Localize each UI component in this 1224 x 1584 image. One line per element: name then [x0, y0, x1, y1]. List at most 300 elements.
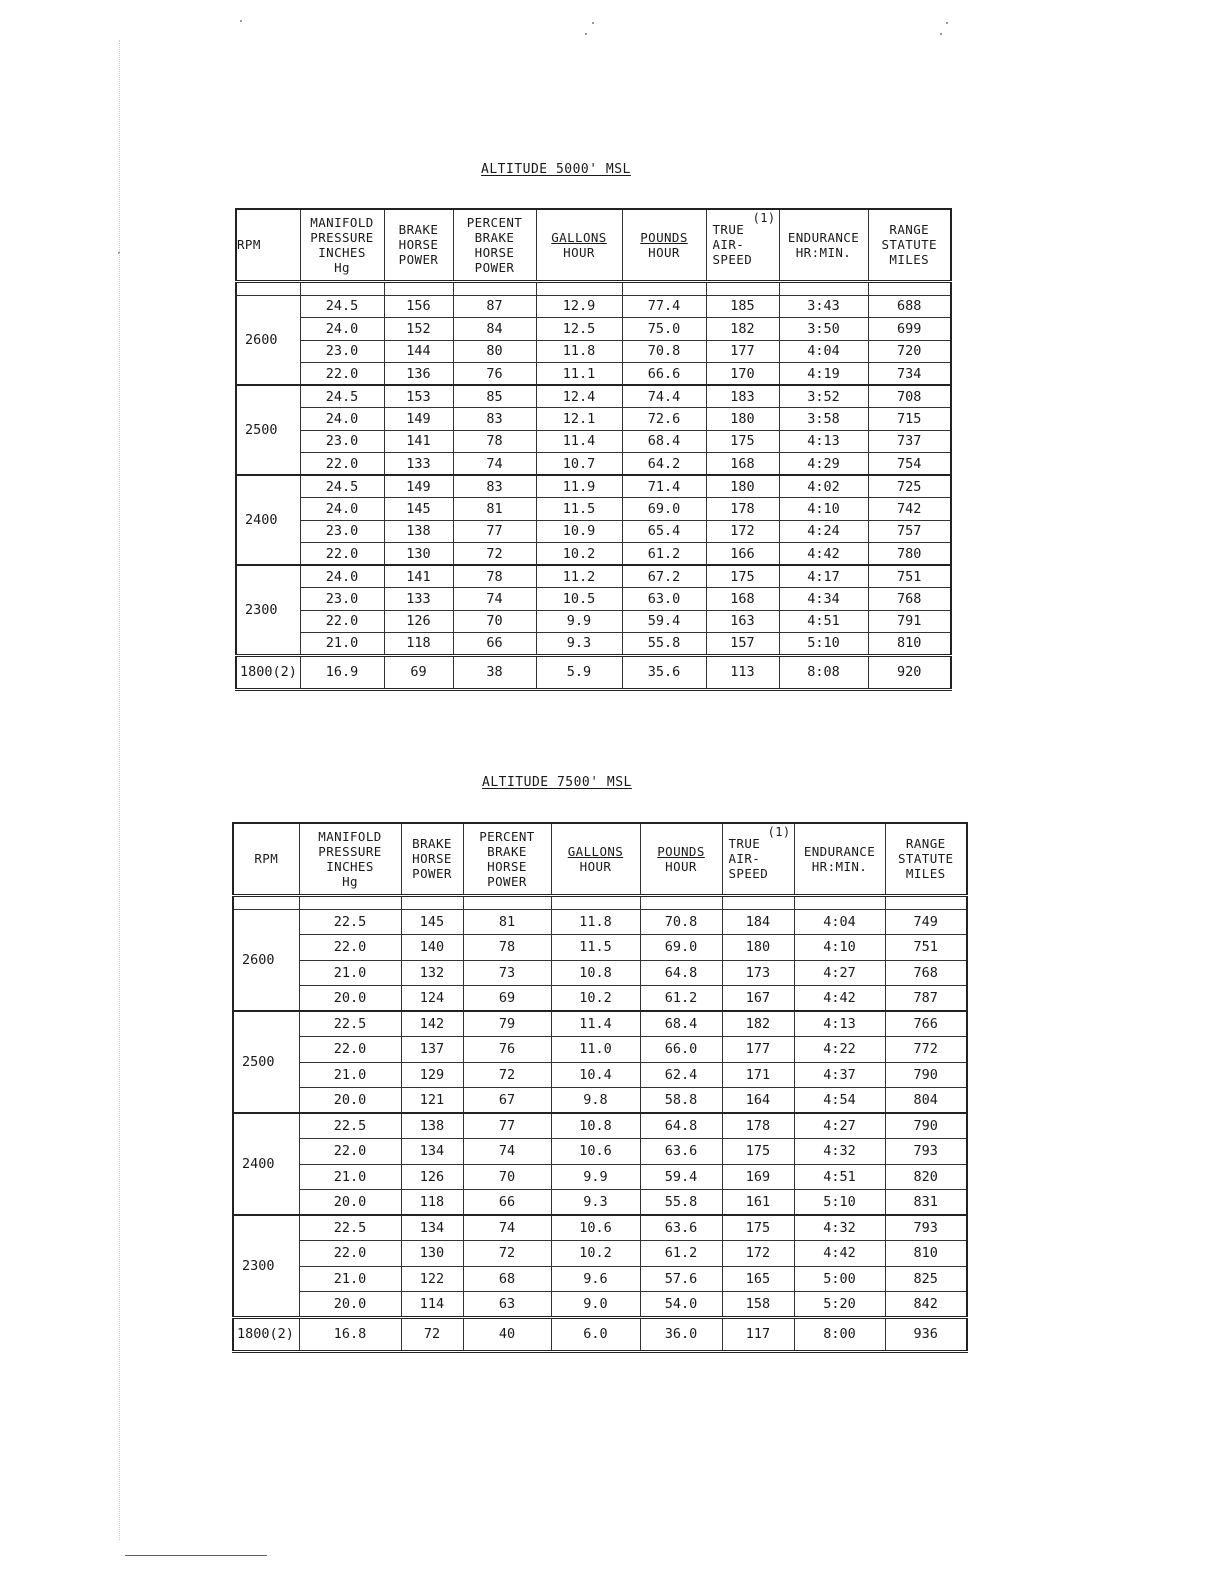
value-cell: 74 — [453, 588, 536, 611]
col-endurance-line: ENDURANCE — [803, 843, 876, 859]
value-cell: 734 — [868, 363, 951, 386]
value-cell: 749 — [885, 909, 967, 935]
value-cell: 24.0 — [300, 565, 384, 588]
value-cell: 175 — [706, 565, 779, 588]
value-cell: 20.0 — [299, 1190, 401, 1216]
value-cell: 791 — [868, 610, 951, 633]
value-cell: 24.5 — [300, 385, 384, 408]
table-row — [233, 1266, 967, 1292]
rpm-cell: 1800(2) — [236, 655, 300, 689]
value-cell: 64.8 — [640, 1113, 722, 1139]
col-percent-bhp-line: POWER — [487, 873, 527, 889]
value-cell: 12.5 — [536, 318, 622, 341]
value-cell: 780 — [868, 543, 951, 566]
value-cell: 11.5 — [551, 935, 640, 961]
table-row — [236, 295, 951, 318]
value-cell: 3:50 — [779, 318, 868, 341]
value-cell: 170 — [706, 363, 779, 386]
value-cell: 184 — [722, 909, 794, 935]
value-cell: 87 — [453, 295, 536, 318]
rpm-cell: 2400 — [233, 1113, 299, 1215]
value-cell: 77 — [453, 520, 536, 543]
col-percent-bhp-line: BRAKE — [487, 843, 527, 859]
value-cell: 141 — [384, 430, 453, 453]
value-cell: 130 — [401, 1241, 463, 1267]
col-gallons-hour-line: GALLONS — [551, 229, 607, 245]
value-cell: 8:08 — [779, 655, 868, 689]
rpm-cell: 1800(2) — [233, 1317, 299, 1351]
value-cell: 126 — [384, 610, 453, 633]
value-cell: 134 — [401, 1215, 463, 1241]
value-cell: 175 — [722, 1215, 794, 1241]
value-cell: 63 — [463, 1292, 551, 1318]
value-cell: 38 — [453, 655, 536, 689]
value-cell: 23.0 — [300, 520, 384, 543]
table-row — [233, 909, 967, 935]
value-cell: 9.9 — [536, 610, 622, 633]
value-cell: 16.9 — [300, 655, 384, 689]
value-cell: 22.0 — [300, 453, 384, 476]
value-cell: 10.4 — [551, 1062, 640, 1088]
value-cell: 936 — [885, 1317, 967, 1351]
value-cell: 68 — [463, 1266, 551, 1292]
value-cell: 793 — [885, 1139, 967, 1165]
value-cell: 754 — [868, 453, 951, 476]
value-cell: 59.4 — [622, 610, 706, 633]
value-cell: 84 — [453, 318, 536, 341]
value-cell: 74 — [453, 453, 536, 476]
value-cell: 11.0 — [551, 1037, 640, 1063]
table-row-1800 — [236, 655, 951, 689]
rpm-cell: 2600 — [233, 909, 299, 1011]
value-cell: 920 — [868, 655, 951, 689]
table-row — [236, 610, 951, 633]
table-2-title: ALTITUDE 7500' MSL — [482, 775, 632, 790]
scan-speck — [585, 33, 587, 35]
col-range-line: STATUTE — [898, 851, 954, 867]
value-cell: 11.4 — [551, 1011, 640, 1037]
value-cell: 4:04 — [779, 340, 868, 363]
value-cell: 55.8 — [622, 633, 706, 656]
value-cell: 185 — [706, 295, 779, 318]
value-cell: 825 — [885, 1266, 967, 1292]
col-true-airspeed-line: TRUE — [728, 836, 761, 852]
value-cell: 820 — [885, 1164, 967, 1190]
col-rpm: RPM — [233, 823, 299, 895]
value-cell: 768 — [885, 960, 967, 986]
value-cell: 10.8 — [551, 960, 640, 986]
value-cell: 118 — [384, 633, 453, 656]
value-cell: 59.4 — [640, 1164, 722, 1190]
value-cell: 10.8 — [551, 1113, 640, 1139]
table-row — [236, 453, 951, 476]
value-cell: 12.4 — [536, 385, 622, 408]
col-manifold-pressure-line: Hg — [334, 259, 350, 275]
value-cell: 76 — [463, 1037, 551, 1063]
value-cell: 22.0 — [300, 610, 384, 633]
value-cell: 177 — [706, 340, 779, 363]
value-cell: 66.6 — [622, 363, 706, 386]
col-pounds-hour-line: HOUR — [665, 858, 697, 874]
value-cell: 9.9 — [551, 1164, 640, 1190]
value-cell: 4:04 — [794, 909, 885, 935]
table-row — [233, 1215, 967, 1241]
value-cell: 35.6 — [622, 655, 706, 689]
value-cell: 20.0 — [299, 986, 401, 1012]
value-cell: 77.4 — [622, 295, 706, 318]
value-cell: 78 — [453, 430, 536, 453]
value-cell: 124 — [401, 986, 463, 1012]
col-gallons-hour — [551, 823, 640, 895]
table-row — [236, 588, 951, 611]
rpm-cell: 2400 — [236, 475, 300, 565]
col-manifold-pressure-line: PRESSURE — [310, 229, 374, 245]
value-cell: 149 — [384, 475, 453, 498]
value-cell: 57.6 — [640, 1266, 722, 1292]
value-cell: 130 — [384, 543, 453, 566]
table-row — [236, 543, 951, 566]
col-true-airspeed — [706, 209, 779, 281]
value-cell: 790 — [885, 1062, 967, 1088]
value-cell: 61.2 — [640, 986, 722, 1012]
value-cell: 67.2 — [622, 565, 706, 588]
value-cell: 24.5 — [300, 295, 384, 318]
scan-speck — [940, 33, 942, 35]
value-cell: 180 — [706, 408, 779, 431]
value-cell: 11.4 — [536, 430, 622, 453]
value-cell: 69 — [384, 655, 453, 689]
value-cell: 22.0 — [300, 363, 384, 386]
value-cell: 787 — [885, 986, 967, 1012]
value-cell: 20.0 — [299, 1292, 401, 1318]
table-row — [236, 318, 951, 341]
value-cell: 22.5 — [299, 1011, 401, 1037]
value-cell: 70 — [453, 610, 536, 633]
value-cell: 113 — [706, 655, 779, 689]
value-cell: 70.8 — [640, 909, 722, 935]
col-brake-horse-power-line: POWER — [412, 866, 452, 882]
value-cell: 172 — [722, 1241, 794, 1267]
col-true-airspeed — [722, 823, 794, 895]
value-cell: 64.8 — [640, 960, 722, 986]
value-cell: 180 — [706, 475, 779, 498]
value-cell: 117 — [722, 1317, 794, 1351]
value-cell: 21.0 — [299, 1266, 401, 1292]
col-brake-horse-power — [384, 209, 453, 281]
col-percent-bhp-line: POWER — [474, 259, 515, 275]
value-cell: 10.5 — [536, 588, 622, 611]
value-cell: 149 — [384, 408, 453, 431]
col-true-airspeed-line: AIR- — [728, 851, 761, 867]
value-cell: 4:51 — [779, 610, 868, 633]
value-cell: 3:43 — [779, 295, 868, 318]
col-range-line: RANGE — [905, 836, 946, 852]
value-cell: 804 — [885, 1088, 967, 1114]
value-cell: 4:13 — [794, 1011, 885, 1037]
value-cell: 62.4 — [640, 1062, 722, 1088]
value-cell: 4:42 — [794, 1241, 885, 1267]
value-cell: 4:32 — [794, 1139, 885, 1165]
value-cell: 67 — [463, 1088, 551, 1114]
col-pounds-hour — [640, 823, 722, 895]
value-cell: 134 — [401, 1139, 463, 1165]
value-cell: 22.5 — [299, 1215, 401, 1241]
binding-edge-line — [119, 40, 120, 1540]
value-cell: 12.1 — [536, 408, 622, 431]
value-cell: 85 — [453, 385, 536, 408]
table-row — [236, 385, 951, 408]
value-cell: 4:37 — [794, 1062, 885, 1088]
value-cell: 4:24 — [779, 520, 868, 543]
table-row — [233, 1292, 967, 1318]
value-cell: 4:29 — [779, 453, 868, 476]
value-cell: 4:27 — [794, 1113, 885, 1139]
value-cell: 65.4 — [622, 520, 706, 543]
value-cell: 129 — [401, 1062, 463, 1088]
table-row — [233, 960, 967, 986]
table-1-title: ALTITUDE 5000' MSL — [481, 162, 631, 177]
value-cell: 720 — [868, 340, 951, 363]
table-row — [233, 1190, 967, 1216]
footnote-1-marker: (1) — [767, 825, 791, 839]
value-cell: 10.2 — [551, 1241, 640, 1267]
value-cell: 178 — [722, 1113, 794, 1139]
col-endurance-line: HR:MIN. — [795, 244, 852, 260]
value-cell: 72 — [401, 1317, 463, 1351]
value-cell: 16.8 — [299, 1317, 401, 1351]
value-cell: 22.0 — [300, 543, 384, 566]
value-cell: 757 — [868, 520, 951, 543]
value-cell: 9.8 — [551, 1088, 640, 1114]
value-cell: 142 — [401, 1011, 463, 1037]
col-range — [885, 823, 967, 895]
value-cell: 163 — [706, 610, 779, 633]
value-cell: 24.5 — [300, 475, 384, 498]
table-row — [236, 565, 951, 588]
value-cell: 725 — [868, 475, 951, 498]
value-cell: 145 — [401, 909, 463, 935]
header-row — [236, 209, 951, 281]
value-cell: 772 — [885, 1037, 967, 1063]
value-cell: 76 — [453, 363, 536, 386]
value-cell: 77 — [463, 1113, 551, 1139]
value-cell: 172 — [706, 520, 779, 543]
value-cell: 63.6 — [640, 1139, 722, 1165]
value-cell: 73 — [463, 960, 551, 986]
value-cell: 10.2 — [551, 986, 640, 1012]
col-rpm: RPM — [236, 209, 300, 281]
value-cell: 4:54 — [794, 1088, 885, 1114]
rpm-cell: 2500 — [233, 1011, 299, 1113]
value-cell: 183 — [706, 385, 779, 408]
col-true-airspeed-line: AIR- — [712, 237, 745, 253]
value-cell: 23.0 — [300, 588, 384, 611]
value-cell: 165 — [722, 1266, 794, 1292]
value-cell: 74.4 — [622, 385, 706, 408]
value-cell: 118 — [401, 1190, 463, 1216]
value-cell: 22.0 — [299, 1139, 401, 1165]
rpm-cell: 2300 — [233, 1215, 299, 1317]
value-cell: 10.6 — [551, 1139, 640, 1165]
value-cell: 831 — [885, 1190, 967, 1216]
value-cell: 63.6 — [640, 1215, 722, 1241]
value-cell: 11.1 — [536, 363, 622, 386]
value-cell: 715 — [868, 408, 951, 431]
value-cell: 72 — [463, 1241, 551, 1267]
value-cell: 9.0 — [551, 1292, 640, 1318]
value-cell: 24.0 — [300, 498, 384, 521]
col-range — [868, 209, 951, 281]
value-cell: 688 — [868, 295, 951, 318]
col-manifold-pressure-line: PRESSURE — [318, 843, 382, 859]
value-cell: 751 — [885, 935, 967, 961]
value-cell: 22.5 — [299, 1113, 401, 1139]
col-pounds-hour-line: HOUR — [648, 244, 680, 260]
value-cell: 74 — [463, 1215, 551, 1241]
value-cell: 793 — [885, 1215, 967, 1241]
value-cell: 11.2 — [536, 565, 622, 588]
value-cell: 72 — [453, 543, 536, 566]
col-gallons-hour-line: GALLONS — [567, 843, 624, 859]
value-cell: 4:32 — [794, 1215, 885, 1241]
footnote-1-marker: (1) — [752, 211, 776, 225]
value-cell: 708 — [868, 385, 951, 408]
value-cell: 58.8 — [640, 1088, 722, 1114]
value-cell: 75.0 — [622, 318, 706, 341]
col-endurance — [779, 209, 868, 281]
col-manifold-pressure-line: MANIFOLD — [310, 214, 374, 230]
col-endurance-line: HR:MIN. — [811, 858, 868, 874]
col-pounds-hour-line: POUNDS — [657, 843, 705, 859]
value-cell: 22.0 — [299, 935, 401, 961]
value-cell: 4:27 — [794, 960, 885, 986]
value-cell: 4:22 — [794, 1037, 885, 1063]
scan-speck — [946, 22, 948, 24]
value-cell: 810 — [885, 1241, 967, 1267]
table-row — [233, 1164, 967, 1190]
col-range-line: MILES — [889, 252, 930, 268]
col-pounds-hour-line: POUNDS — [640, 229, 688, 245]
col-range-line: STATUTE — [881, 237, 937, 253]
value-cell: 133 — [384, 453, 453, 476]
rpm-cell: 2600 — [236, 295, 300, 385]
value-cell: 137 — [401, 1037, 463, 1063]
value-cell: 21.0 — [299, 1164, 401, 1190]
col-percent-bhp-line: HORSE — [487, 858, 527, 874]
value-cell: 21.0 — [299, 960, 401, 986]
value-cell: 23.0 — [300, 340, 384, 363]
value-cell: 68.4 — [640, 1011, 722, 1037]
col-gallons-hour-line: HOUR — [563, 244, 595, 260]
value-cell: 132 — [401, 960, 463, 986]
value-cell: 83 — [453, 408, 536, 431]
col-brake-horse-power-line: BRAKE — [412, 836, 452, 852]
value-cell: 5:20 — [794, 1292, 885, 1318]
value-cell: 24.0 — [300, 408, 384, 431]
value-cell: 164 — [722, 1088, 794, 1114]
value-cell: 9.3 — [551, 1190, 640, 1216]
value-cell: 168 — [706, 588, 779, 611]
col-endurance-line: ENDURANCE — [787, 229, 860, 245]
col-true-airspeed-line: SPEED — [728, 866, 769, 882]
value-cell: 141 — [384, 565, 453, 588]
col-brake-horse-power-line: BRAKE — [398, 222, 439, 238]
value-cell: 78 — [453, 565, 536, 588]
value-cell: 742 — [868, 498, 951, 521]
value-cell: 22.0 — [299, 1037, 401, 1063]
value-cell: 810 — [868, 633, 951, 656]
scan-speck — [240, 20, 242, 22]
header-spacer — [233, 895, 967, 909]
col-manifold-pressure — [300, 209, 384, 281]
value-cell: 175 — [722, 1139, 794, 1165]
value-cell: 175 — [706, 430, 779, 453]
value-cell: 9.6 — [551, 1266, 640, 1292]
col-percent-bhp-line: PERCENT — [466, 214, 523, 230]
col-brake-horse-power-line: HORSE — [398, 237, 439, 253]
value-cell: 153 — [384, 385, 453, 408]
table-row-1800 — [233, 1317, 967, 1351]
value-cell: 4:51 — [794, 1164, 885, 1190]
value-cell: 152 — [384, 318, 453, 341]
value-cell: 3:58 — [779, 408, 868, 431]
value-cell: 156 — [384, 295, 453, 318]
value-cell: 177 — [722, 1037, 794, 1063]
rpm-cell: 2300 — [236, 565, 300, 655]
table-row — [236, 408, 951, 431]
value-cell: 4:17 — [779, 565, 868, 588]
col-range-line: MILES — [905, 866, 946, 882]
value-cell: 114 — [401, 1292, 463, 1318]
value-cell: 4:42 — [779, 543, 868, 566]
value-cell: 70 — [463, 1164, 551, 1190]
footer-rule — [125, 1555, 267, 1556]
col-range-line: RANGE — [889, 222, 930, 238]
table-row — [233, 986, 967, 1012]
value-cell: 6.0 — [551, 1317, 640, 1351]
table-row — [236, 633, 951, 656]
value-cell: 751 — [868, 565, 951, 588]
value-cell: 11.8 — [551, 909, 640, 935]
value-cell: 9.3 — [536, 633, 622, 656]
value-cell: 4:19 — [779, 363, 868, 386]
value-cell: 10.7 — [536, 453, 622, 476]
scan-speck — [592, 22, 594, 24]
value-cell: 4:10 — [794, 935, 885, 961]
value-cell: 5:00 — [794, 1266, 885, 1292]
value-cell: 72 — [463, 1062, 551, 1088]
col-percent-bhp-line: BRAKE — [474, 229, 515, 245]
table-row — [233, 1139, 967, 1165]
table-row — [236, 498, 951, 521]
value-cell: 69.0 — [622, 498, 706, 521]
value-cell: 10.9 — [536, 520, 622, 543]
table-row — [233, 1088, 967, 1114]
value-cell: 11.9 — [536, 475, 622, 498]
value-cell: 21.0 — [299, 1062, 401, 1088]
table-row — [233, 1113, 967, 1139]
value-cell: 768 — [868, 588, 951, 611]
value-cell: 63.0 — [622, 588, 706, 611]
col-gallons-hour — [536, 209, 622, 281]
col-percent-bhp — [453, 209, 536, 281]
value-cell: 71.4 — [622, 475, 706, 498]
value-cell: 145 — [384, 498, 453, 521]
value-cell: 5:10 — [794, 1190, 885, 1216]
col-manifold-pressure-line: INCHES — [326, 858, 374, 874]
value-cell: 136 — [384, 363, 453, 386]
value-cell: 168 — [706, 453, 779, 476]
